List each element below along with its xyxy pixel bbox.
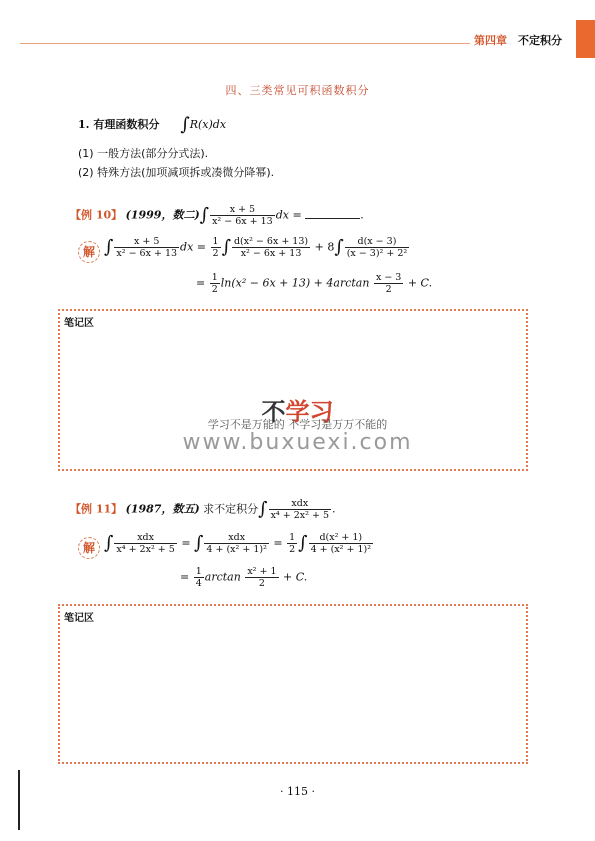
header-color-bar xyxy=(576,20,595,58)
example-11-source: (1987，数五) xyxy=(125,502,200,516)
example-11-solution-line-2: = $\frac{1}{4}$ arctan $\frac{\text{x² + 1}}{2}$ + C. xyxy=(180,566,308,589)
binding-margin-line xyxy=(18,770,20,830)
notes-label: 笔记区 xyxy=(64,613,94,624)
method-1: (1) 一般方法(部分分式法). xyxy=(78,147,209,160)
example-11-solution-line-1: ∫ $\frac{\text{xdx}}{\text{x⁴ + 2x² + 5}}$ = ∫ $\frac{\text{xdx}}{\text{4 + (x² + 1)²}}$ = $\frac{1}{2}$ ∫ $\frac{\text{d(x² + 1)}}{\text{4 + (x² + 1)²}}$ xyxy=(104,532,372,555)
method-2: (2) 特殊方法(加项减项拆或凑微分降幂). xyxy=(78,166,275,179)
example-11-tag: 【例 11】 xyxy=(70,502,123,516)
example-10-tag: 【例 10】 xyxy=(70,208,123,222)
subsection-heading xyxy=(78,116,226,134)
example-10-source: (1999，数二) xyxy=(125,208,200,222)
example-10-fraction: $\frac{x + 5}{\text{x² − 6x + 13}}$ xyxy=(212,204,273,227)
subsection-number-title: 1. 有理函数积分 xyxy=(78,118,160,131)
watermark-url: www.buxuexi.com xyxy=(182,430,413,455)
header-rule xyxy=(20,43,470,44)
example-11-fraction: $\frac{\text{xdx}}{\text{x⁴ + 2x² + 5}}$ xyxy=(270,498,329,521)
example-10-statement: 【例 10】 (1999，数二)∫ $\frac{x + 5}{\text{x² − 6x + 13}}$ dx = . xyxy=(70,204,364,227)
watermark-logo: 不学习 xyxy=(261,398,334,426)
solution-badge-icon: 解 xyxy=(78,537,100,559)
example-10-solution-line-2: = $\frac{1}{2}$ ln(x² − 6x + 13) + 4arctan $\frac{x - 3}{2}$ + C. xyxy=(196,272,433,295)
page-number: · 115 · xyxy=(280,785,315,798)
example-11-statement: 【例 11】 (1987，数五) 求不定积分∫ $\frac{\text{xdx}}{\text{x⁴ + 2x² + 5}}$ . xyxy=(70,498,336,521)
watermark-slogan: 学习不是万能的 不学习是万万不能的 xyxy=(207,418,388,431)
integral-sign: ∫ xyxy=(199,204,210,226)
chapter-label: 第四章 xyxy=(474,34,507,47)
section-title: 四、三类常见可积函数积分 xyxy=(225,84,370,97)
solution-badge-icon: 解 xyxy=(78,241,100,263)
subsection-formula: R(x)dx xyxy=(189,118,227,131)
chapter-title: 不定积分 xyxy=(518,34,562,47)
integral-sign: ∫ xyxy=(180,114,190,135)
answer-blank xyxy=(305,209,360,219)
notes-box-2[interactable] xyxy=(58,604,528,764)
example-10-solution-line-1: ∫ $\frac{x + 5}{\text{x² − 6x + 13}}$ dx = $\frac{1}{2}$ ∫ $\frac{\text{d(x² − 6x + 13)}}{\text{x² − 6x + 13}}$ + 8∫ $\frac{d(x - 3)}{\text{(x − 3)² + 2²}}$ xyxy=(104,236,408,259)
notes-label: 笔记区 xyxy=(64,318,94,329)
